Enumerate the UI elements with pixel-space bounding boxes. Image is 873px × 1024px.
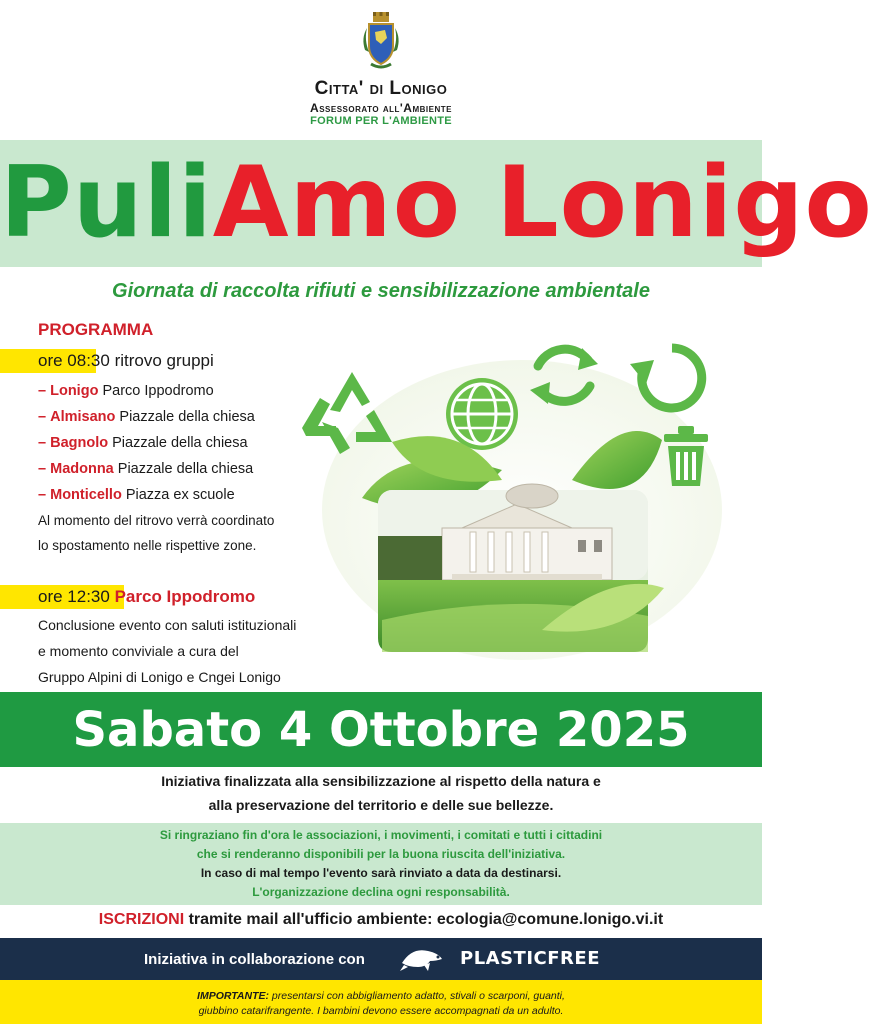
city-crest-icon: [359, 10, 403, 74]
title-part-amo: Amo: [212, 146, 462, 260]
closing-line: Gruppo Alpini di Lonigo e Cngei Lonigo: [38, 669, 281, 685]
second-time-line: [38, 587, 255, 607]
important-line: giubbino catarifrangente. I bambini devono essere accompagnati da un adulto.: [198, 1005, 564, 1017]
important-band: [0, 980, 762, 1024]
thanks-line: Si ringraziano fin d'ora le associazioni, i movimenti, i comitati e tutti i cittadini: [159, 828, 603, 842]
important-label: IMPORTANTE:: [197, 990, 269, 1002]
closing-line: e momento conviviale a cura del: [38, 643, 239, 659]
disclaimer: L'organizzazione declina ogni responsabilità.: [252, 885, 510, 899]
collaboration-band: [0, 938, 762, 980]
closing-line: Conclusione evento con saluti istituzionali: [38, 617, 297, 633]
title-part-puli: Puli: [0, 146, 213, 260]
important-line: IMPORTANTE: presentarsi con abbigliamento adatto, stivali o scarponi, guanti,: [197, 990, 565, 1002]
program-note: Al momento del ritrovo verrà coordinato: [38, 513, 275, 528]
title-part-lonigo: Lonigo: [496, 146, 873, 260]
event-subtitle: Giornata di raccolta rifiuti e sensibilizzazione ambientale: [112, 280, 650, 302]
event-date: Sabato 4 Ottobre 2025: [72, 702, 690, 758]
registration-label: ISCRIZIONI: [98, 911, 185, 928]
thanks-line: che si renderanno disponibili per la buona riuscita dell'iniziativa.: [196, 847, 566, 861]
program-heading: PROGRAMMA: [38, 320, 154, 339]
location-item: – Madonna Piazzale della chiesa: [38, 461, 254, 477]
location-item: – Lonigo Parco Ippodromo: [38, 383, 214, 399]
location-item: – Almisano Piazzale della chiesa: [38, 409, 255, 425]
second-time: ore 12:30: [38, 587, 110, 606]
intro-line: alla preservazione del territorio e delle sue bellezze.: [208, 797, 554, 813]
collaboration-text: Iniziativa in collaborazione con: [144, 951, 365, 968]
plasticfree-logo: PLASTICFREE: [460, 948, 600, 969]
first-time-line: [38, 351, 214, 371]
registration-text: tramite mail all'ufficio ambiente: ecologia@comune.lonigo.vi.it: [188, 911, 664, 928]
weather-note: In caso di mal tempo l'evento sarà rinviato a data da destinarsi.: [200, 866, 562, 880]
event-title: [0, 146, 873, 260]
forum-name: FORUM PER L'AMBIENTE: [310, 115, 452, 127]
location-item: – Bagnolo Piazzale della chiesa: [38, 435, 248, 451]
globe-icon: [446, 378, 518, 450]
intro-line: Iniziativa finalizzata alla sensibilizzazione al rispetto della natura e: [161, 773, 601, 789]
eco-illustration: [292, 330, 722, 660]
first-time: ore 08:30: [38, 351, 110, 370]
location-item: – Monticello Piazza ex scuole: [38, 487, 235, 503]
program-note: lo spostamento nelle rispettive zone.: [38, 538, 257, 553]
city-name: Citta' di Lonigo: [314, 78, 448, 99]
registration-line: [0, 911, 762, 929]
second-place: Parco Ippodromo: [114, 587, 256, 606]
turtle-icon: [398, 945, 446, 973]
first-text: ritrovo gruppi: [114, 351, 214, 370]
department-name: Assessorato all'Ambiente: [310, 101, 452, 115]
